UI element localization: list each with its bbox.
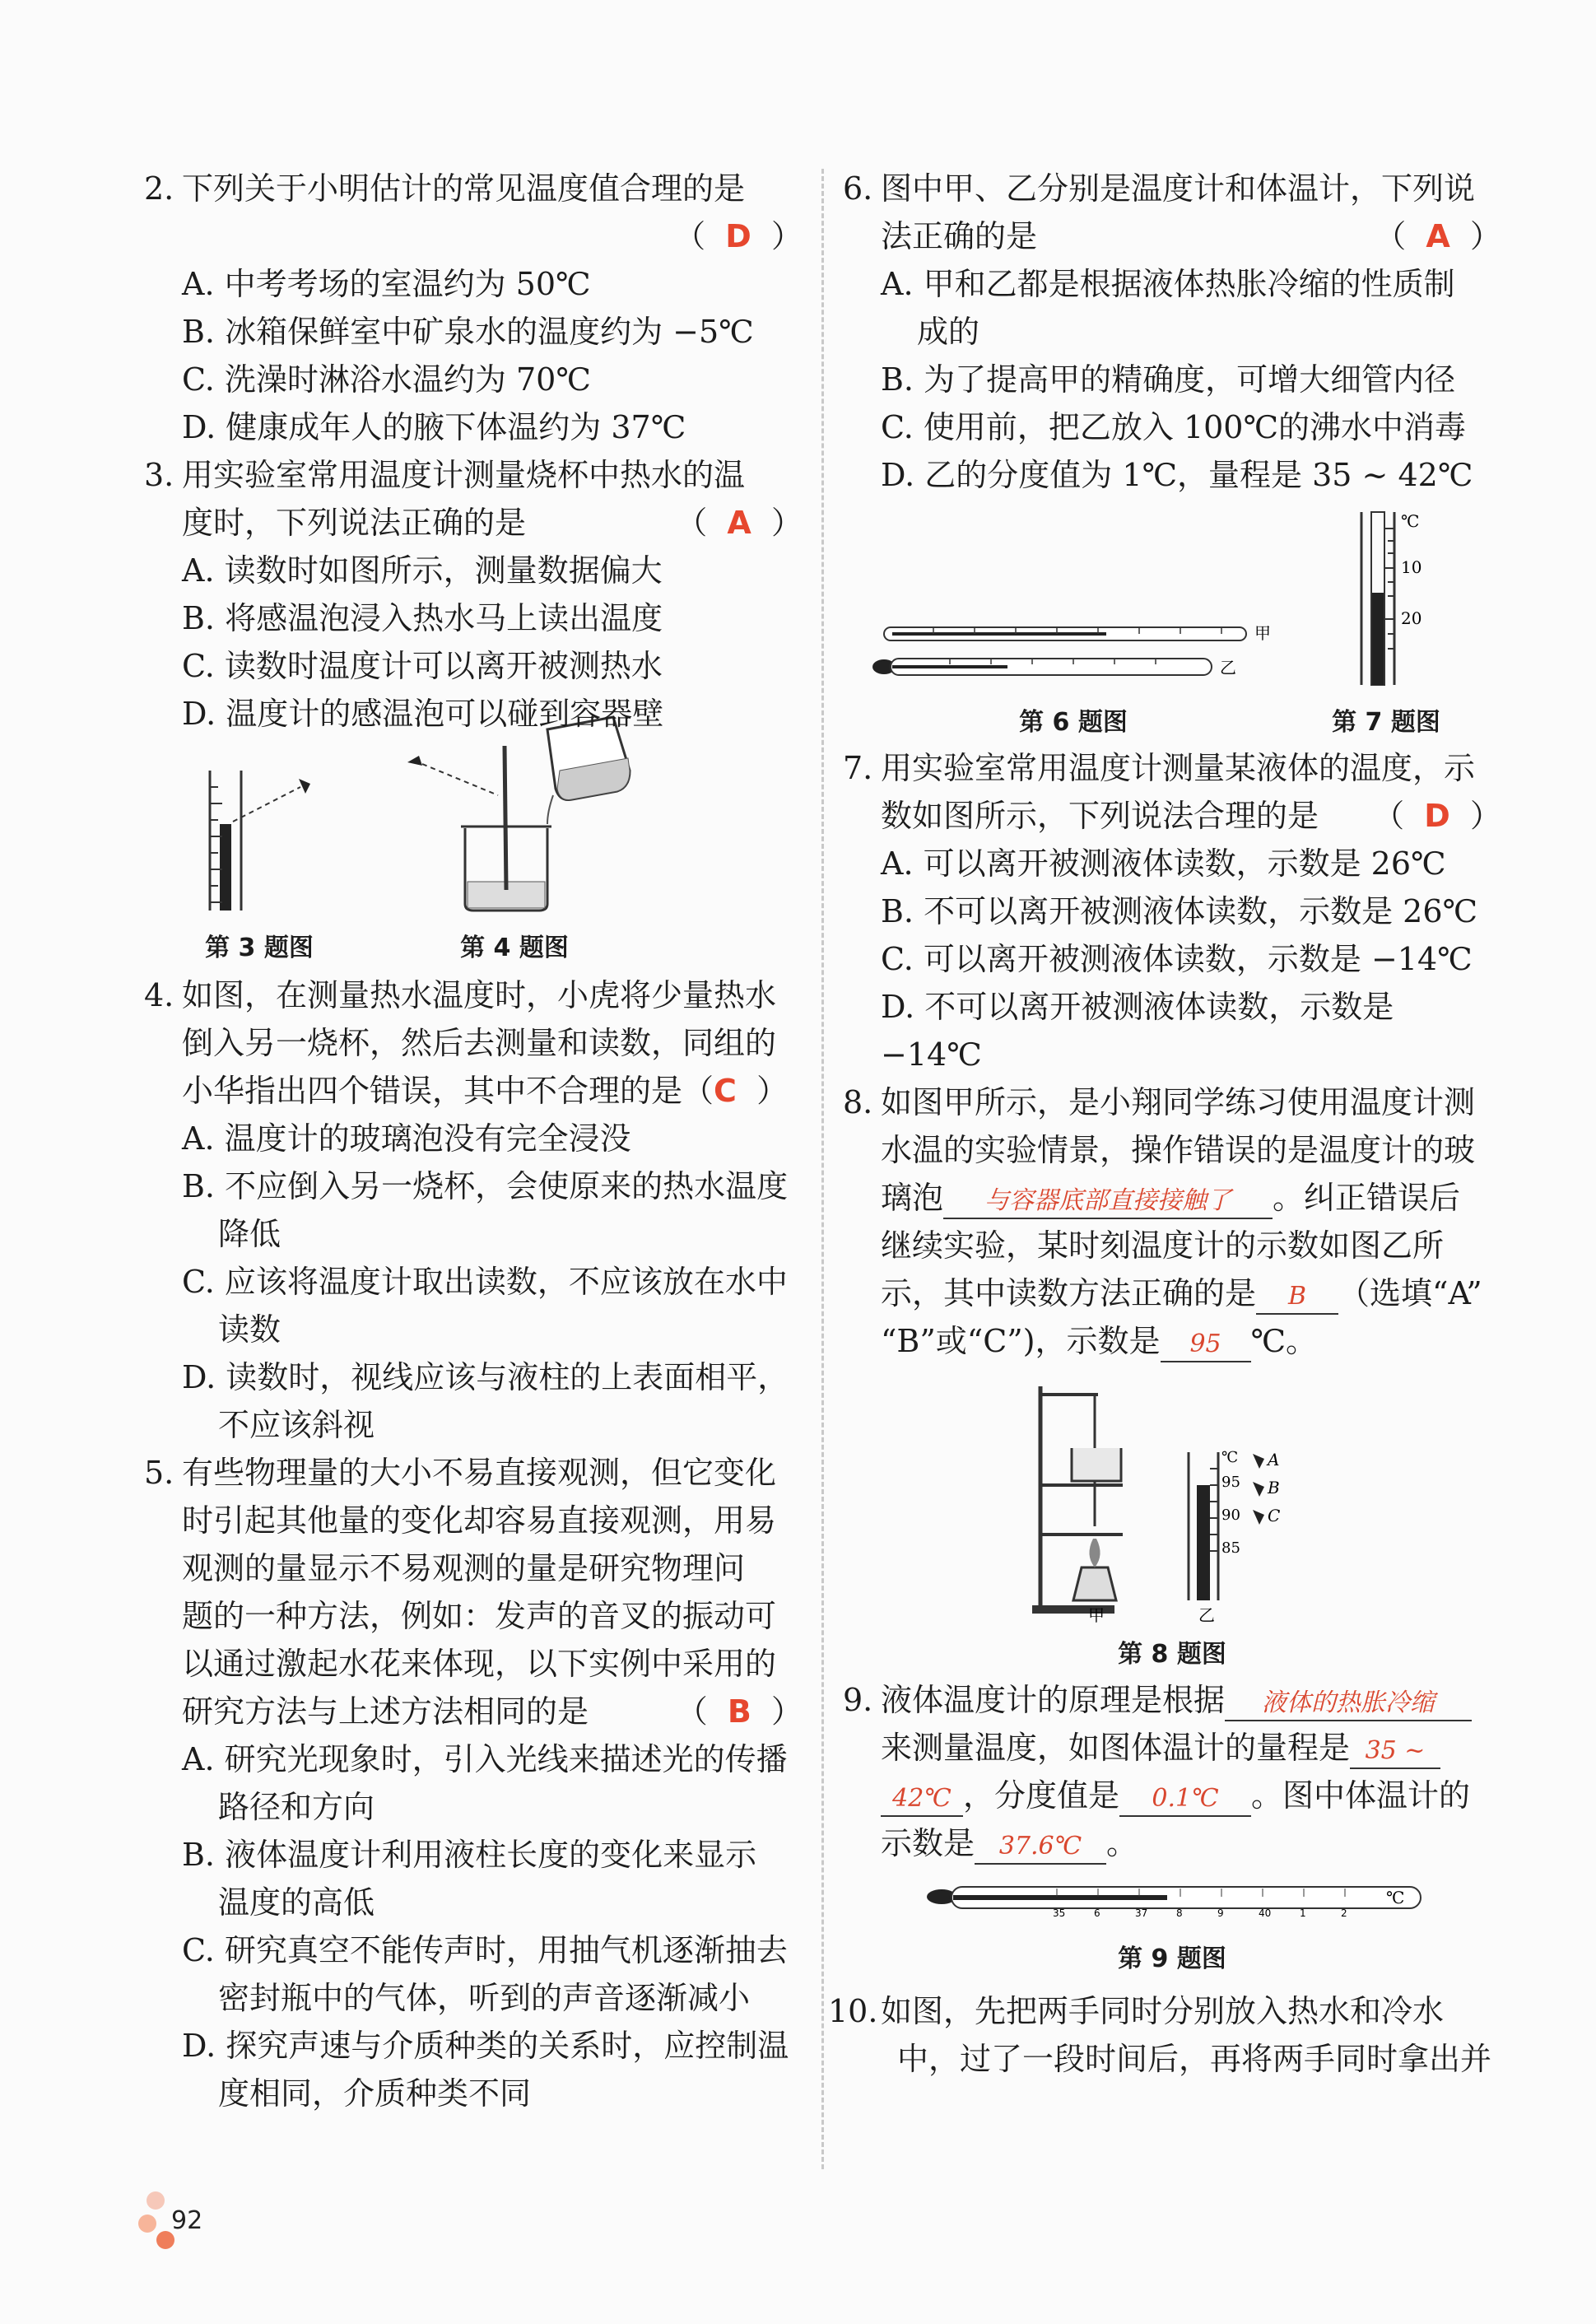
fig8-tick-95: 95 xyxy=(1221,1474,1240,1491)
eye-icon-a xyxy=(1253,1454,1264,1469)
figure-4-caption: 第 4 题图 xyxy=(460,934,569,962)
figure-4 xyxy=(375,713,654,963)
fig7-unit: ℃ xyxy=(1401,511,1420,531)
fig8-label-c: C xyxy=(1268,1506,1281,1525)
two-thermometers-figure xyxy=(851,504,1296,693)
question-9: 9. 液体温度计的原理是根据 液体的热胀冷缩 来测量温度，如图体温计的量程是 35 ~ 42℃ ，分度值是 0.1℃ 。图中体温计的 示数是 37.6℃ 。 xyxy=(843,1676,1501,1867)
fig8-label-jia: 甲 xyxy=(1088,1605,1105,1625)
q4-option-b: B. 不应倒入另一烧杯，会使原来的热水温度 降低 xyxy=(182,1168,789,1252)
q2-option-a: A. 中考考场的室温约为 50℃ xyxy=(182,266,591,302)
fig8-label-yi: 乙 xyxy=(1198,1605,1215,1625)
fig9-tick-41: 1 xyxy=(1300,1907,1306,1919)
eye-icon-b xyxy=(1253,1482,1264,1497)
q2-stem: 下列关于小明估计的常见温度值合理的是 xyxy=(182,170,746,207)
q4-option-a: A. 温度计的玻璃泡没有完全浸没 xyxy=(182,1120,631,1157)
fig9-unit: ℃ xyxy=(1386,1888,1405,1907)
figures-6-7 xyxy=(843,499,1501,738)
q3-option-a: A. 读数时如图所示，测量数据偏大 xyxy=(182,552,663,589)
q3-answer: A xyxy=(727,505,751,541)
q9-blank-1: 液体的热胀冷缩 xyxy=(1262,1688,1435,1717)
question-4: 4. 如图，在测量热水温度时，小虎将少量热水 倒入另一烧杯，然后去测量和读数，同组的 小华指出四个错误，其中不合理的是（C ） A. 温度计的玻璃泡没有完全浸没 B. 不应倒入另一烧杯，会使原来的热水温度 降低 C. 应该将温度计取出读数，不应该放在水中 读数 D. 读数时，视线应该与液柱的上表面相平， 不应该斜视 xyxy=(144,971,803,1449)
q6-option-a: A. 甲和乙都是根据液体热胀冷缩的性质制 成的 xyxy=(881,266,1455,350)
q7-option-a: A. 可以离开被测液体读数，示数是 26℃ xyxy=(881,845,1446,882)
q4-option-c: C. 应该将温度计取出读数，不应该放在水中 读数 xyxy=(182,1264,788,1348)
q3-option-d: D. 温度计的感温泡可以碰到容器壁 xyxy=(182,696,664,732)
q2-option-d: D. 健康成年人的腋下体温约为 37℃ xyxy=(182,409,686,445)
q5-option-c: C. 研究真空不能传声时，用抽气机逐渐抽去 密封瓶中的气体，听到的声音逐渐减小 xyxy=(182,1932,788,2016)
q9-blank-3: 0.1℃ xyxy=(1152,1784,1219,1813)
fig9-tick-37: 37 xyxy=(1135,1907,1148,1919)
fig8-unit: ℃ xyxy=(1221,1449,1239,1466)
q8-blank-3: 95 xyxy=(1189,1330,1221,1358)
fig8-tick-85: 85 xyxy=(1221,1539,1240,1557)
fig9-tick-39: 9 xyxy=(1217,1907,1224,1919)
column-divider xyxy=(821,169,824,2169)
vertical-thermometer-figure xyxy=(1328,504,1444,693)
q4-option-d: D. 读数时，视线应该与液柱的上表面相平， 不应该斜视 xyxy=(182,1359,789,1443)
figure-9 xyxy=(843,1872,1501,1974)
q3-option-b: B. 将感温泡浸入热水马上读出温度 xyxy=(182,600,663,636)
q7-answer: D xyxy=(1424,798,1450,834)
question-5: 5. 有些物理量的大小不易直接观测，但它变化 时引起其他量的变化却容易直接观测，用易 观测的量显示不易观测的量是研究物理问 题的一种方法，例如：发声的音叉的振动可 以通过激起水花来体现，以下实例中采用的 研究方法与上述方法相同的是 （ B ） A. 研究光现象时，引入光线来描述光的传播 路径和方向 B. 液体温度计利用液柱长度的变化来显示 温度的高低 C. 研究真空不能传声时，用抽气机逐渐抽去 密封瓶中的气体，听到的声音逐渐减小 D. 探究声速与介质种类的关系时，应控制温 度相同，介质种类不同 xyxy=(144,1449,803,2117)
decor-dot xyxy=(138,2215,156,2233)
fig9-tick-36: 6 xyxy=(1094,1907,1100,1919)
q9-blank-2a: 35 ~ xyxy=(1365,1736,1426,1765)
q2-option-c: C. 洗澡时淋浴水温约为 70℃ xyxy=(182,361,591,398)
fig9-tick-38: 8 xyxy=(1176,1907,1183,1919)
fig9-tick-35: 35 xyxy=(1053,1907,1066,1919)
q3-stem-line2: 度时，下列说法正确的是 xyxy=(182,505,527,541)
question-8: 8. 如图甲所示，是小翔同学练习使用温度计测 水温的实验情景，操作错误的是温度计的玻 璃泡 与容器底部直接接触了 。纠正错误后 继续实验，某时刻温度计的示数如图乙所 示，其中读数方法正确的是 B （选填“A” “B”或“C”)，示数是 95 ℃。 xyxy=(843,1078,1501,1365)
fig6-label-yi: 乙 xyxy=(1220,658,1236,678)
q2-option-b: B. 冰箱保鲜室中矿泉水的温度约为 −5℃ xyxy=(182,314,754,350)
question-2: 2. 下列关于小明估计的常见温度值合理的是 （ D ） A. 中考考场的室温约为 50℃ B. 冰箱保鲜室中矿泉水的温度约为 −5℃ C. 洗澡时淋浴水温约为 70℃ D. 健康成年人的腋下体温约为 37℃ xyxy=(144,165,803,451)
q7-option-b: B. 不可以离开被测液体读数，示数是 26℃ xyxy=(881,893,1478,929)
question-10: 10. 如图，先把两手同时分别放入热水和冷水 中，过了一段时间后，再将两手同时拿出并 xyxy=(828,1993,1492,2077)
left-column xyxy=(144,165,803,2117)
figure-7-caption: 第 7 题图 xyxy=(1332,708,1440,737)
fig8-label-a: A xyxy=(1268,1450,1280,1469)
q4-answer: C xyxy=(714,1073,737,1109)
q7-option-d: D. 不可以离开被测液体读数，示数是 −14℃ xyxy=(881,989,1394,1073)
q6-option-b: B. 为了提高甲的精确度，可增大细管内径 xyxy=(881,361,1456,398)
lab-setup-figure xyxy=(1024,1370,1320,1625)
eye-icon xyxy=(299,779,310,794)
figure-3 xyxy=(144,762,375,963)
figure-7 xyxy=(1304,504,1468,738)
fig7-tick-10: 10 xyxy=(1401,557,1422,577)
q7-option-c: C. 可以离开被测液体读数，示数是 −14℃ xyxy=(881,941,1473,977)
figure-6-caption: 第 6 题图 xyxy=(1019,708,1128,737)
q9-blank-2b: 42℃ xyxy=(892,1784,952,1813)
question-6: 6. 图中甲、乙分别是温度计和体温计，下列说 法正确的是 （ A ） A. 甲和乙都是根据液体热胀冷缩的性质制 成的 B. 为了提高甲的精确度，可增大细管内径 C. 使用前，把乙放入 100℃的沸水中消毒 D. 乙的分度值为 1℃，量程是 35 ~ 42℃ xyxy=(843,165,1501,499)
figure-9-caption: 第 9 题图 xyxy=(1118,1944,1226,1973)
q3-option-c: C. 读数时温度计可以离开被测热水 xyxy=(182,648,663,684)
q8-blank-1: 与容器底部直接接触了 xyxy=(984,1186,1232,1215)
q6-option-d: D. 乙的分度值为 1℃，量程是 35 ~ 42℃ xyxy=(881,457,1473,493)
q5-option-d: D. 探究声速与介质种类的关系时，应控制温 度相同，介质种类不同 xyxy=(182,2028,789,2112)
thermometer-reading-figure xyxy=(177,762,342,919)
q3-stem-line1: 用实验室常用温度计测量烧杯中热水的温 xyxy=(182,457,746,493)
q5-answer: B xyxy=(727,1693,751,1730)
fig9-tick-40: 40 xyxy=(1259,1907,1272,1919)
eye-icon-c xyxy=(1253,1510,1264,1525)
fig8-label-b: B xyxy=(1268,1478,1280,1497)
fig6-label-jia: 甲 xyxy=(1254,623,1271,643)
fig7-tick-20: 20 xyxy=(1401,608,1422,628)
fig9-tick-42: 2 xyxy=(1341,1907,1347,1919)
q5-option-b: B. 液体温度计利用液柱长度的变化来显示 温度的高低 xyxy=(182,1837,757,1921)
q6-option-c: C. 使用前，把乙放入 100℃的沸水中消毒 xyxy=(881,409,1466,445)
clinical-thermometer-figure xyxy=(909,1872,1435,1930)
figure-3-caption: 第 3 题图 xyxy=(205,934,314,962)
q2-answer: D xyxy=(725,218,751,254)
q8-blank-2: B xyxy=(1287,1282,1307,1311)
question-3: 3. 用实验室常用温度计测量烧杯中热水的温 度时，下列说法正确的是 （ A ） A. 读数时如图所示，测量数据偏大 B. 将感温泡浸入热水马上读出温度 C. 读数时温度计可以离开被测热水 D. 温度计的感温泡可以碰到容器壁 xyxy=(144,451,803,738)
figures-3-4 xyxy=(144,749,803,963)
page-number: 92 xyxy=(171,2206,203,2235)
beaker-pouring-figure xyxy=(383,713,646,919)
figure-6 xyxy=(843,504,1304,738)
decor-dot xyxy=(147,2191,165,2210)
right-column xyxy=(828,165,1501,2083)
figure-8-caption: 第 8 题图 xyxy=(1118,1640,1226,1669)
figure-8 xyxy=(843,1370,1501,1670)
q9-blank-4: 37.6℃ xyxy=(998,1832,1082,1861)
q6-answer: A xyxy=(1426,218,1450,254)
fig8-tick-90: 90 xyxy=(1221,1507,1240,1524)
question-7: 7. 用实验室常用温度计测量某液体的温度，示 数如图所示，下列说法合理的是 （ D ） A. 可以离开被测液体读数，示数是 26℃ B. 不可以离开被测液体读数，示数是 26℃ C. 可以离开被测液体读数，示数是 −14℃ D. 不可以离开被测液体读数，示数是 −14℃ xyxy=(843,744,1501,1078)
q5-option-a: A. 研究光现象时，引入光线来描述光的传播 路径和方向 xyxy=(182,1741,788,1825)
